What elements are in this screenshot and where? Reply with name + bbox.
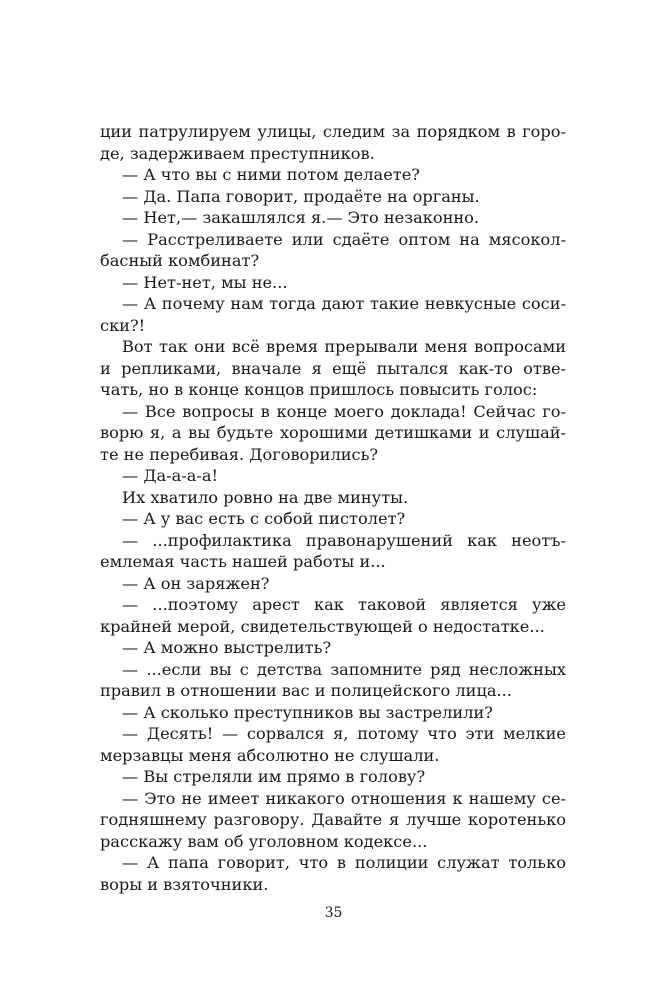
text-line: — А можно выстрелить? — [122, 638, 332, 657]
body-text — [100, 121, 566, 895]
text-line: ски?! — [100, 315, 146, 335]
text-line: — Нет,— закашлялся я.— Это незаконно. — [122, 208, 480, 227]
text-line: басный комбинат? — [100, 251, 260, 270]
text-line: де, задерживаем преступников. — [100, 143, 375, 163]
text-line: ворю я, а вы будьте хорошими детишками и слушай- — [100, 423, 566, 442]
text-line: крайней мерой, свидетельствующей о недостатке... — [100, 616, 545, 636]
text-line: ции патрулируем улицы, следим за порядком в горо- — [100, 122, 566, 141]
text-line: — А что вы с ними потом делаете? — [122, 165, 420, 184]
text-line: годняшнему разговору. Давайте я лучше коротенько — [100, 810, 566, 829]
text-line: — Нет-нет, мы не... — [122, 272, 288, 292]
text-line: — ...если вы с детства запомните ряд несложных — [122, 659, 566, 679]
text-line: — А он заряжен? — [122, 573, 270, 593]
text-line: — ...профилактика правонарушений как неотъ- — [122, 530, 566, 550]
page-number: 35 — [324, 905, 343, 921]
text-line: — Да. Папа говорит, продаёте на органы. — [122, 186, 480, 206]
text-line: правил в отношении вас и полицейского лица... — [100, 681, 512, 700]
text-line: Их хватило ровно на две минуты. — [122, 487, 409, 507]
text-line: — Вы стреляли им прямо в голову? — [122, 767, 426, 786]
text-line: и репликами, вначале я ещё пытался как-то отве- — [100, 358, 566, 378]
text-line: воры и взяточники. — [100, 874, 269, 894]
text-line: — Да-а-а-а! — [122, 466, 219, 485]
text-line: — А сколько преступников вы застрелили? — [122, 702, 493, 722]
text-line: — А папа говорит, что в полиции служат только — [122, 853, 566, 872]
text-line: расскажу вам об уголовном кодексе... — [100, 831, 428, 851]
text-line: — Расстреливаете или сдаёте оптом на мясокол- — [122, 229, 566, 249]
text-line: — Все вопросы в конце моего доклада! Сейчас го- — [122, 401, 566, 421]
text-line: те не перебивая. Договорились? — [100, 444, 379, 464]
text-line: — А у вас есть с собой пистолет? — [122, 509, 406, 528]
text-line: Вот так они всё время прерывали меня вопросами — [122, 337, 566, 356]
text-line: мерзавцы меня абсолютно не слушали. — [100, 745, 440, 765]
text-line: — А почему нам тогда дают такие невкусные соси- — [122, 294, 566, 313]
text-line: — Десять! — сорвался я, потому что эти мелкие — [122, 724, 566, 743]
text-line: — ...поэтому арест как таковой является уже — [122, 595, 566, 614]
text-line: емлемая часть нашей работы и... — [100, 552, 386, 571]
text-line: — Это не имеет никакого отношения к нашему се- — [122, 788, 566, 808]
text-line: чать, но в конце концов пришлось повысить голос: — [100, 380, 538, 399]
